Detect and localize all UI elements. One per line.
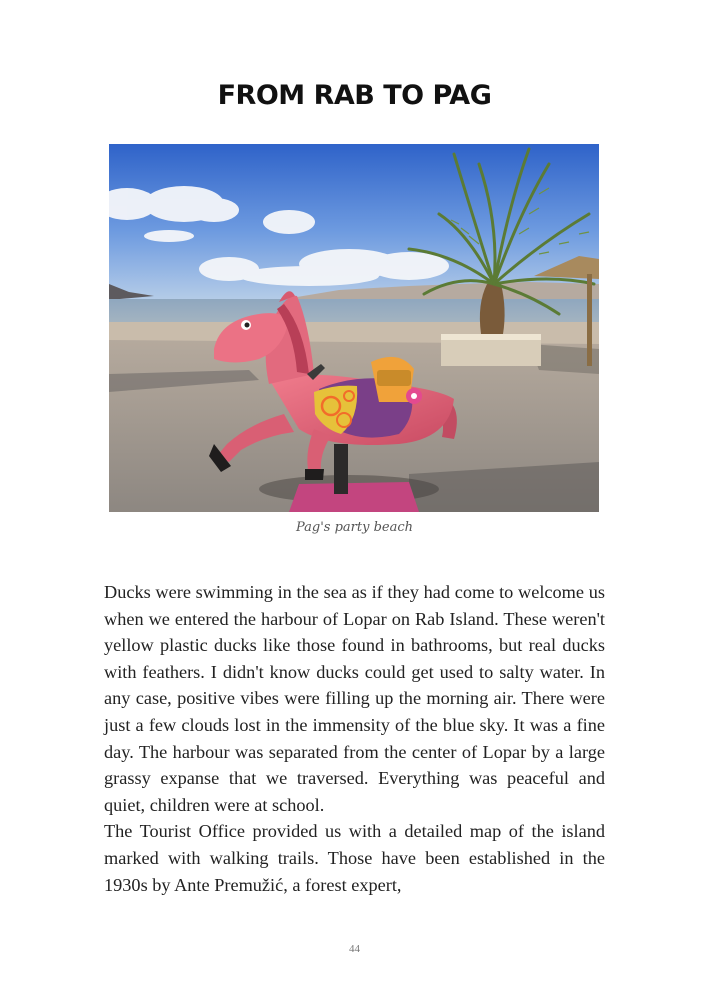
- paragraph: The Tourist Office provided us with a detailed map of the island marked with walking trails. Those have been established in the 1930s by Ante Premužić, a forest expert,: [104, 821, 605, 895]
- page-title: FROM RAB TO PAG: [217, 80, 492, 111]
- image-caption: Pag's party beach: [295, 520, 414, 535]
- beach-photo: [109, 144, 599, 512]
- page-number: 44: [349, 943, 360, 955]
- body-text: [104, 579, 605, 898]
- paragraph: Ducks were swimming in the sea as if they had come to welcome us when we entered the harbour of Lopar on Rab Island. These weren't yellow plastic ducks like those found in bathrooms, but real ducks with feathers. I didn't know ducks could get used to salty water. In any case, positive vibes were filling up the morning air. There were just a few clouds lost in the immensity of the blue sky. It was a fine day. The harbour was separated from the center of Lopar by a large grassy expanse that we traversed. Everything was peaceful and quiet, children were at school.: [104, 582, 605, 815]
